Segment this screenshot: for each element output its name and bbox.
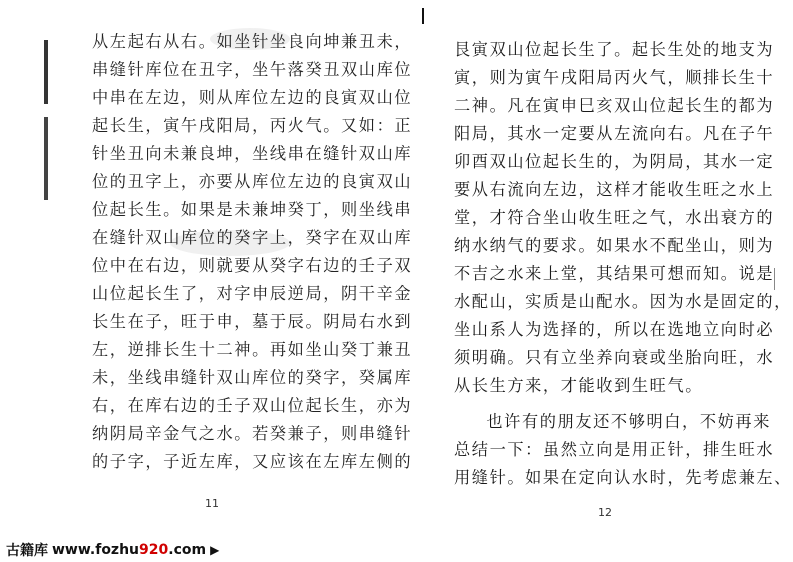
page-number: 11 xyxy=(205,497,219,510)
arrow-icon: ▶ xyxy=(210,543,220,557)
text-line: 位中在右边，则就要从癸字右边的壬子双 xyxy=(92,256,413,275)
watermark-url-number: 920 xyxy=(139,542,169,558)
text-line: 右，在库右边的壬子双山位起长生，亦为 xyxy=(92,396,413,415)
watermark-name: 古籍库 xyxy=(6,543,48,559)
text-line: 纳水纳气的要求。如果水不配坐山，则为 xyxy=(454,236,775,255)
text-line: 未，坐线串缝针双山库位的癸字，癸属库 xyxy=(92,368,413,387)
text-line: 不吉之水来上堂，其结果可想而知。说是 xyxy=(454,264,775,283)
text-line: 坐山系人为选择的，所以在选地立向时必 xyxy=(454,320,775,339)
text-line: 阳局，其水一定要从左流向右。凡在子午 xyxy=(454,124,775,143)
text-line: 用缝针。如果在定向认水时，先考虑兼左、 xyxy=(454,468,792,487)
page-number: 12 xyxy=(598,506,612,519)
text-line: 长生在子，旺于申，墓于辰。阴局右水到 xyxy=(92,312,413,331)
watermark-url-suffix: .com xyxy=(168,542,207,558)
text-line: 堂，才符合坐山收生旺之气，水出衰方的 xyxy=(454,208,775,227)
text-line: 左，逆排长生十二神。再如坐山癸丁兼丑 xyxy=(92,340,413,359)
watermark-url-prefix: www.fozhu xyxy=(52,542,140,558)
text-line: 水配山，实质是山配水。因为水是固定的， xyxy=(454,292,792,311)
text-line: 起长生，寅午戌阳局，丙火气。又如：正 xyxy=(92,116,413,135)
text-line: 针坐丑向未兼良坤，坐线串在缝针双山库 xyxy=(92,144,413,163)
text-line: 总结一下：虽然立向是用正针，排生旺水 xyxy=(454,440,775,459)
watermark xyxy=(0,538,225,562)
text-line: 在缝针双山库位的癸字上，癸字在双山库 xyxy=(92,228,413,247)
text-line: 纳阴局辛金气之水。若癸兼子，则串缝针 xyxy=(92,424,413,443)
text-line: 山位起长生了，对字申辰逆局，阴干辛金 xyxy=(92,284,413,303)
text-line: 从长生方来，才能收到生旺气。 xyxy=(454,376,704,395)
left-page-text xyxy=(92,28,413,476)
text-line: 串缝针库位在丑字，坐午落癸丑双山库位 xyxy=(92,60,413,79)
text-line: 卯酉双山位起长生的，为阴局，其水一定 xyxy=(454,152,775,171)
edge-mark xyxy=(774,268,775,290)
text-line: 的子字，子近左库，又应该在左库左侧的 xyxy=(92,452,413,471)
text-line: 艮寅双山位起长生了。起长生处的地支为 xyxy=(454,40,775,59)
right-page xyxy=(396,0,793,562)
text-line: 寅，则为寅午戌阳局丙火气，顺排长生十 xyxy=(454,68,775,87)
text-line: 从左起右从右。如坐针坐良向坤兼丑未， xyxy=(92,32,413,51)
margin-mark xyxy=(44,40,48,200)
text-line: 位的丑字上，亦要从库位左边的良寅双山 xyxy=(92,172,413,191)
text-line: 要从右流向左边，这样才能收生旺之水上 xyxy=(454,180,775,199)
text-line: 也许有的朋友还不够明白，不妨再来 xyxy=(486,412,771,431)
text-line: 须明确。只有立坐养向衰或坐胎向旺，水 xyxy=(454,348,775,367)
text-line: 位起长生。如果是未兼坤癸丁，则坐线串 xyxy=(92,200,413,219)
text-line: 二神。凡在寅申巳亥双山位起长生的都为 xyxy=(454,96,775,115)
text-line: 中串在左边，则从库位左边的良寅双山位 xyxy=(92,88,413,107)
right-page-text xyxy=(454,36,792,492)
